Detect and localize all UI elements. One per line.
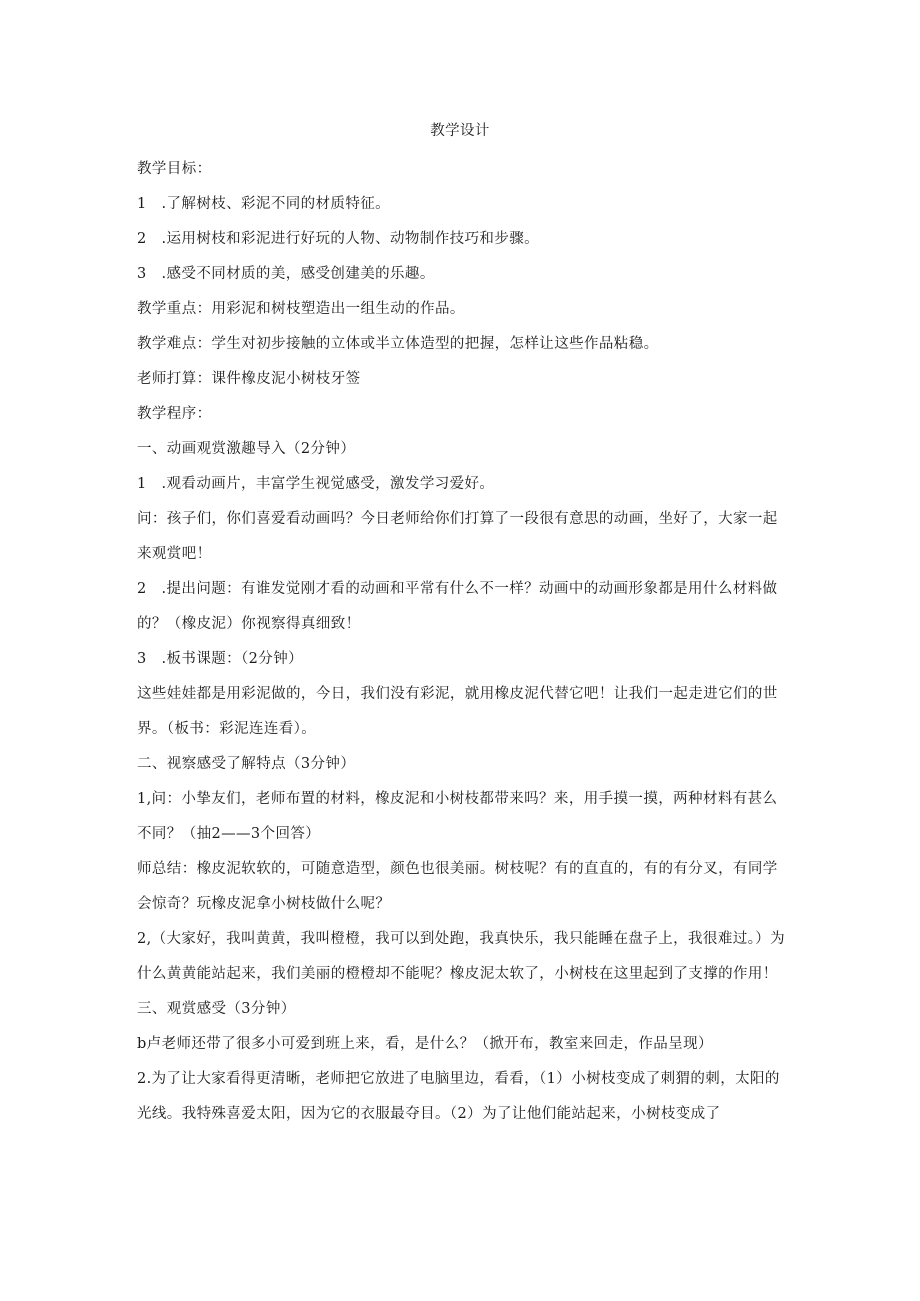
teaching-procedure-heading: 教学程序： <box>137 406 212 422</box>
paragraph: 师总结：橡皮泥软软的，可随意造型，颜色也很美丽。树枝呢？有的直直的，有的有分叉，有同学会惊奇？玩橡皮泥拿小树枝做什么呢？ <box>137 861 778 912</box>
paragraph: b卢老师还带了很多小可爱到班上来，看，是什么？（掀开布，教室来回走，作品呈现） <box>137 1036 713 1052</box>
paragraph: 1 .观看动画片，丰富学生视觉感受，激发学习爱好。 <box>137 476 495 492</box>
section-heading: 二、视察感受了解特点（3分钟） <box>137 756 356 772</box>
teaching-objectives-heading: 教学目标： <box>137 161 212 177</box>
paragraph: 2 .提出问题：有谁发觉刚才看的动画和平常有什么不一样？动画中的动画形象都是用什么材料做的？（橡皮泥）你视察得真细致！ <box>137 581 778 632</box>
objective-item: 3 .感受不同材质的美，感受创建美的乐趣。 <box>137 266 435 282</box>
paragraph: 3 .板书课题：（2分钟） <box>137 651 304 667</box>
paragraph: 2,（大家好，我叫黄黄，我叫橙橙，我可以到处跑，我真快乐，我只能睡在盘子上，我很难过。）为什么黄黄能站起来，我们美丽的橙橙却不能呢？橡皮泥太软了，小树枝在这里起到了支撑的作用！ <box>137 931 786 982</box>
teaching-focus: 教学重点：用彩泥和树枝塑造出一组生动的作品。 <box>137 301 465 317</box>
paragraph: 这些娃娃都是用彩泥做的，今日，我们没有彩泥，就用橡皮泥代替它吧！让我们一起走进它们的世界。（板书：彩泥连连看）。 <box>137 686 778 737</box>
section-heading: 三、观赏感受（3分钟） <box>137 1001 296 1017</box>
section-heading: 一、动画观赏激趣导入（2分钟） <box>137 441 356 457</box>
document-title: 教学设计 <box>430 123 490 139</box>
teaching-difficulty: 教学难点：学生对初步接触的立体或半立体造型的把握，怎样让这些作品粘稳。 <box>137 336 659 352</box>
document-body <box>137 152 787 1132</box>
paragraph: 问：孩子们，你们喜爱看动画吗？今日老师给你们打算了一段很有意思的动画，坐好了，大家一起来观赏吧！ <box>137 511 778 562</box>
paragraph: 2.为了让大家看得更清晰，老师把它放进了电脑里边，看看，（1）小树枝变成了刺猬的刺，太阳的光线。我特殊喜爱太阳，因为它的衣服最夺目。（2）为了让他们能站起来，小树枝变成了 <box>137 1071 780 1122</box>
objective-item: 2 .运用树枝和彩泥进行好玩的人物、动物制作技巧和步骤。 <box>137 231 540 247</box>
objective-item: 1 .了解树枝、彩泥不同的材质特征。 <box>137 196 391 212</box>
paragraph: 1,问：小挚友们，老师布置的材料，橡皮泥和小树枝都带来吗？来，用手摸一摸，两种材料有甚么不同？（抽2——3个回答） <box>137 791 778 842</box>
teacher-preparation: 老师打算：课件橡皮泥小树枝牙签 <box>137 371 361 387</box>
